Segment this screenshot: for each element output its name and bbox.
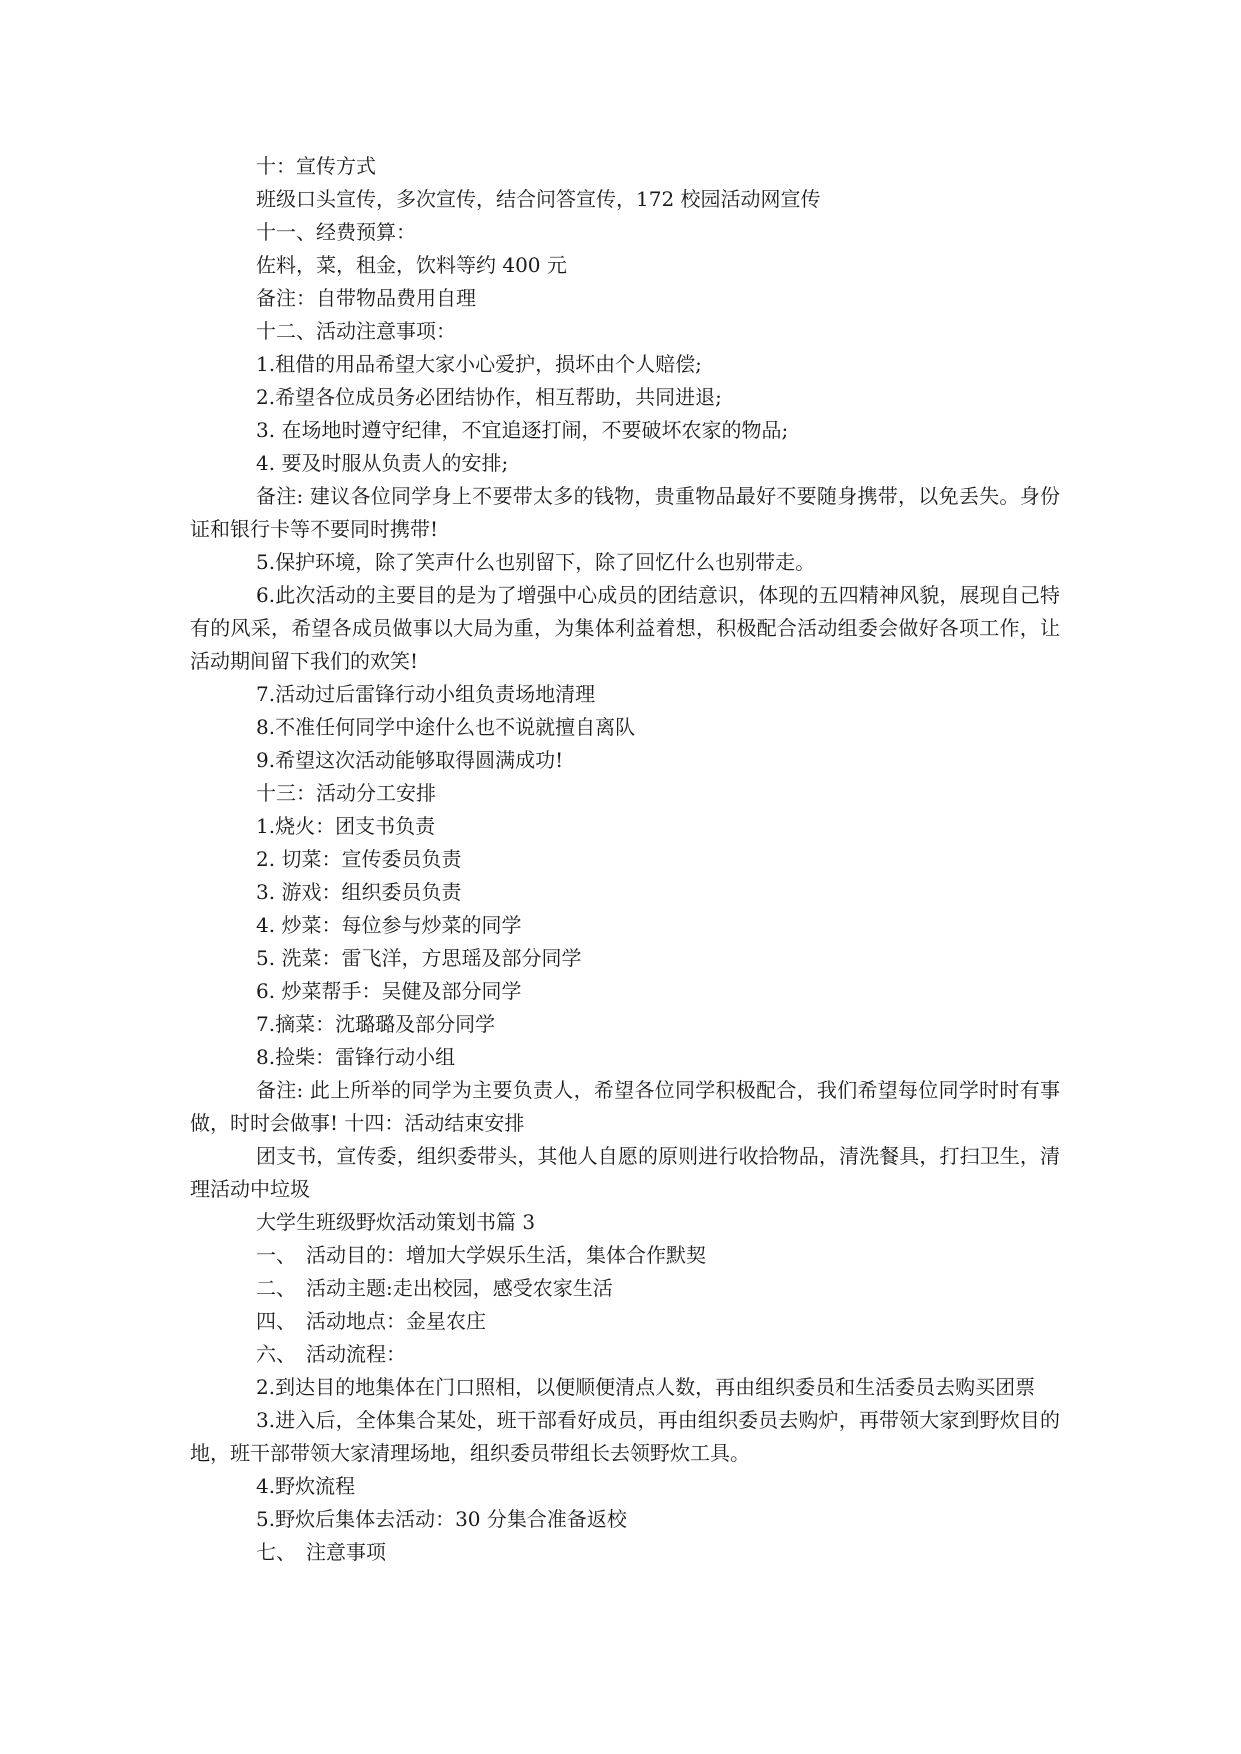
list-item: 5.保护环境，除了笑声什么也别留下，除了回忆什么也别带走。	[256, 550, 816, 574]
list-item: 4. 要及时服从负责人的安排;	[256, 451, 509, 475]
list-item: 7.摘菜：沈璐璐及部分同学	[256, 1012, 496, 1036]
list-item: 5. 洗菜：雷飞洋，方思瑶及部分同学	[256, 946, 582, 970]
list-item: 8.捡柴：雷锋行动小组	[256, 1045, 456, 1069]
section-heading: 十：宣传方式	[256, 154, 376, 178]
list-item: 5.野炊后集体去活动：30 分集合准备返校	[256, 1507, 627, 1531]
list-item: 2.希望各位成员务必团结协作，相互帮助，共同进退;	[256, 385, 722, 409]
section-heading: 二、 活动主题:走出校园，感受农家生活	[256, 1276, 613, 1300]
list-item: 9.希望这次活动能够取得圆满成功!	[256, 748, 564, 772]
list-item: 8.不准任何同学中途什么也不说就擅自离队	[256, 715, 636, 739]
list-item: 6. 炒菜帮手：吴健及部分同学	[256, 979, 522, 1003]
section-heading: 十三：活动分工安排	[256, 781, 436, 805]
list-item: 1.烧火：团支书负责	[256, 814, 436, 838]
section-heading: 四、 活动地点：金星农庄	[256, 1309, 486, 1333]
paragraph: 备注: 此上所举的同学为主要负责人，希望各位同学积极配合，我们希望每位同学时时有事做，时时会做事! 十四：活动结束安排	[190, 1078, 1060, 1135]
list-item: 3.进入后，全体集合某处，班干部看好成员，再由组织委员去购炉，再带领大家到野炊目的地，班干部带领大家清理场地，组织委员带组长去领野炊工具。	[190, 1408, 1060, 1465]
list-item: 2. 切菜：宣传委员负责	[256, 847, 462, 871]
list-item: 4. 炒菜：每位参与炒菜的同学	[256, 913, 522, 937]
section-heading: 十二、活动注意事项：	[256, 319, 456, 343]
paragraph: 班级口头宣传，多次宣传，结合问答宣传，172 校园活动网宣传	[256, 187, 821, 211]
section-heading: 一、 活动目的：增加大学娱乐生活，集体合作默契	[256, 1243, 706, 1267]
list-item: 2.到达目的地集体在门口照相，以便顺便清点人数，再由组织委员和生活委员去购买团票	[256, 1375, 1036, 1399]
paragraph: 团支书，宣传委，组织委带头，其他人自愿的原则进行收拾物品，清洗餐具，打扫卫生，清理活动中垃圾	[190, 1144, 1060, 1201]
list-item: 4.野炊流程	[256, 1474, 356, 1498]
list-item: 7.活动过后雷锋行动小组负责场地清理	[256, 682, 596, 706]
section-heading: 十一、经费预算：	[256, 220, 416, 244]
section-heading: 六、 活动流程：	[256, 1342, 406, 1366]
paragraph: 备注: 建议各位同学身上不要带太多的钱物，贵重物品最好不要随身携带，以免丢失。身份证和银行卡等不要同时携带!	[190, 484, 1060, 541]
paragraph: 备注：自带物品费用自理	[256, 286, 476, 310]
list-item: 6.此次活动的主要目的是为了增强中心成员的团结意识，体现的五四精神风貌，展现自己特有的风采，希望各成员做事以大局为重，为集体利益着想，积极配合活动组委会做好各项工作，让活动期间留下我们的欢笑!	[190, 583, 1060, 673]
document-body	[190, 150, 1060, 1569]
list-item: 1.租借的用品希望大家小心爱护，损坏由个人赔偿;	[256, 352, 702, 376]
list-item: 3. 游戏：组织委员负责	[256, 880, 462, 904]
article-title: 大学生班级野炊活动策划书篇 3	[256, 1210, 536, 1234]
list-item: 3. 在场地时遵守纪律，不宜追逐打闹，不要破坏农家的物品;	[256, 418, 789, 442]
section-heading: 七、 注意事项	[256, 1540, 386, 1564]
paragraph: 佐料，菜，租金，饮料等约 400 元	[256, 253, 567, 277]
